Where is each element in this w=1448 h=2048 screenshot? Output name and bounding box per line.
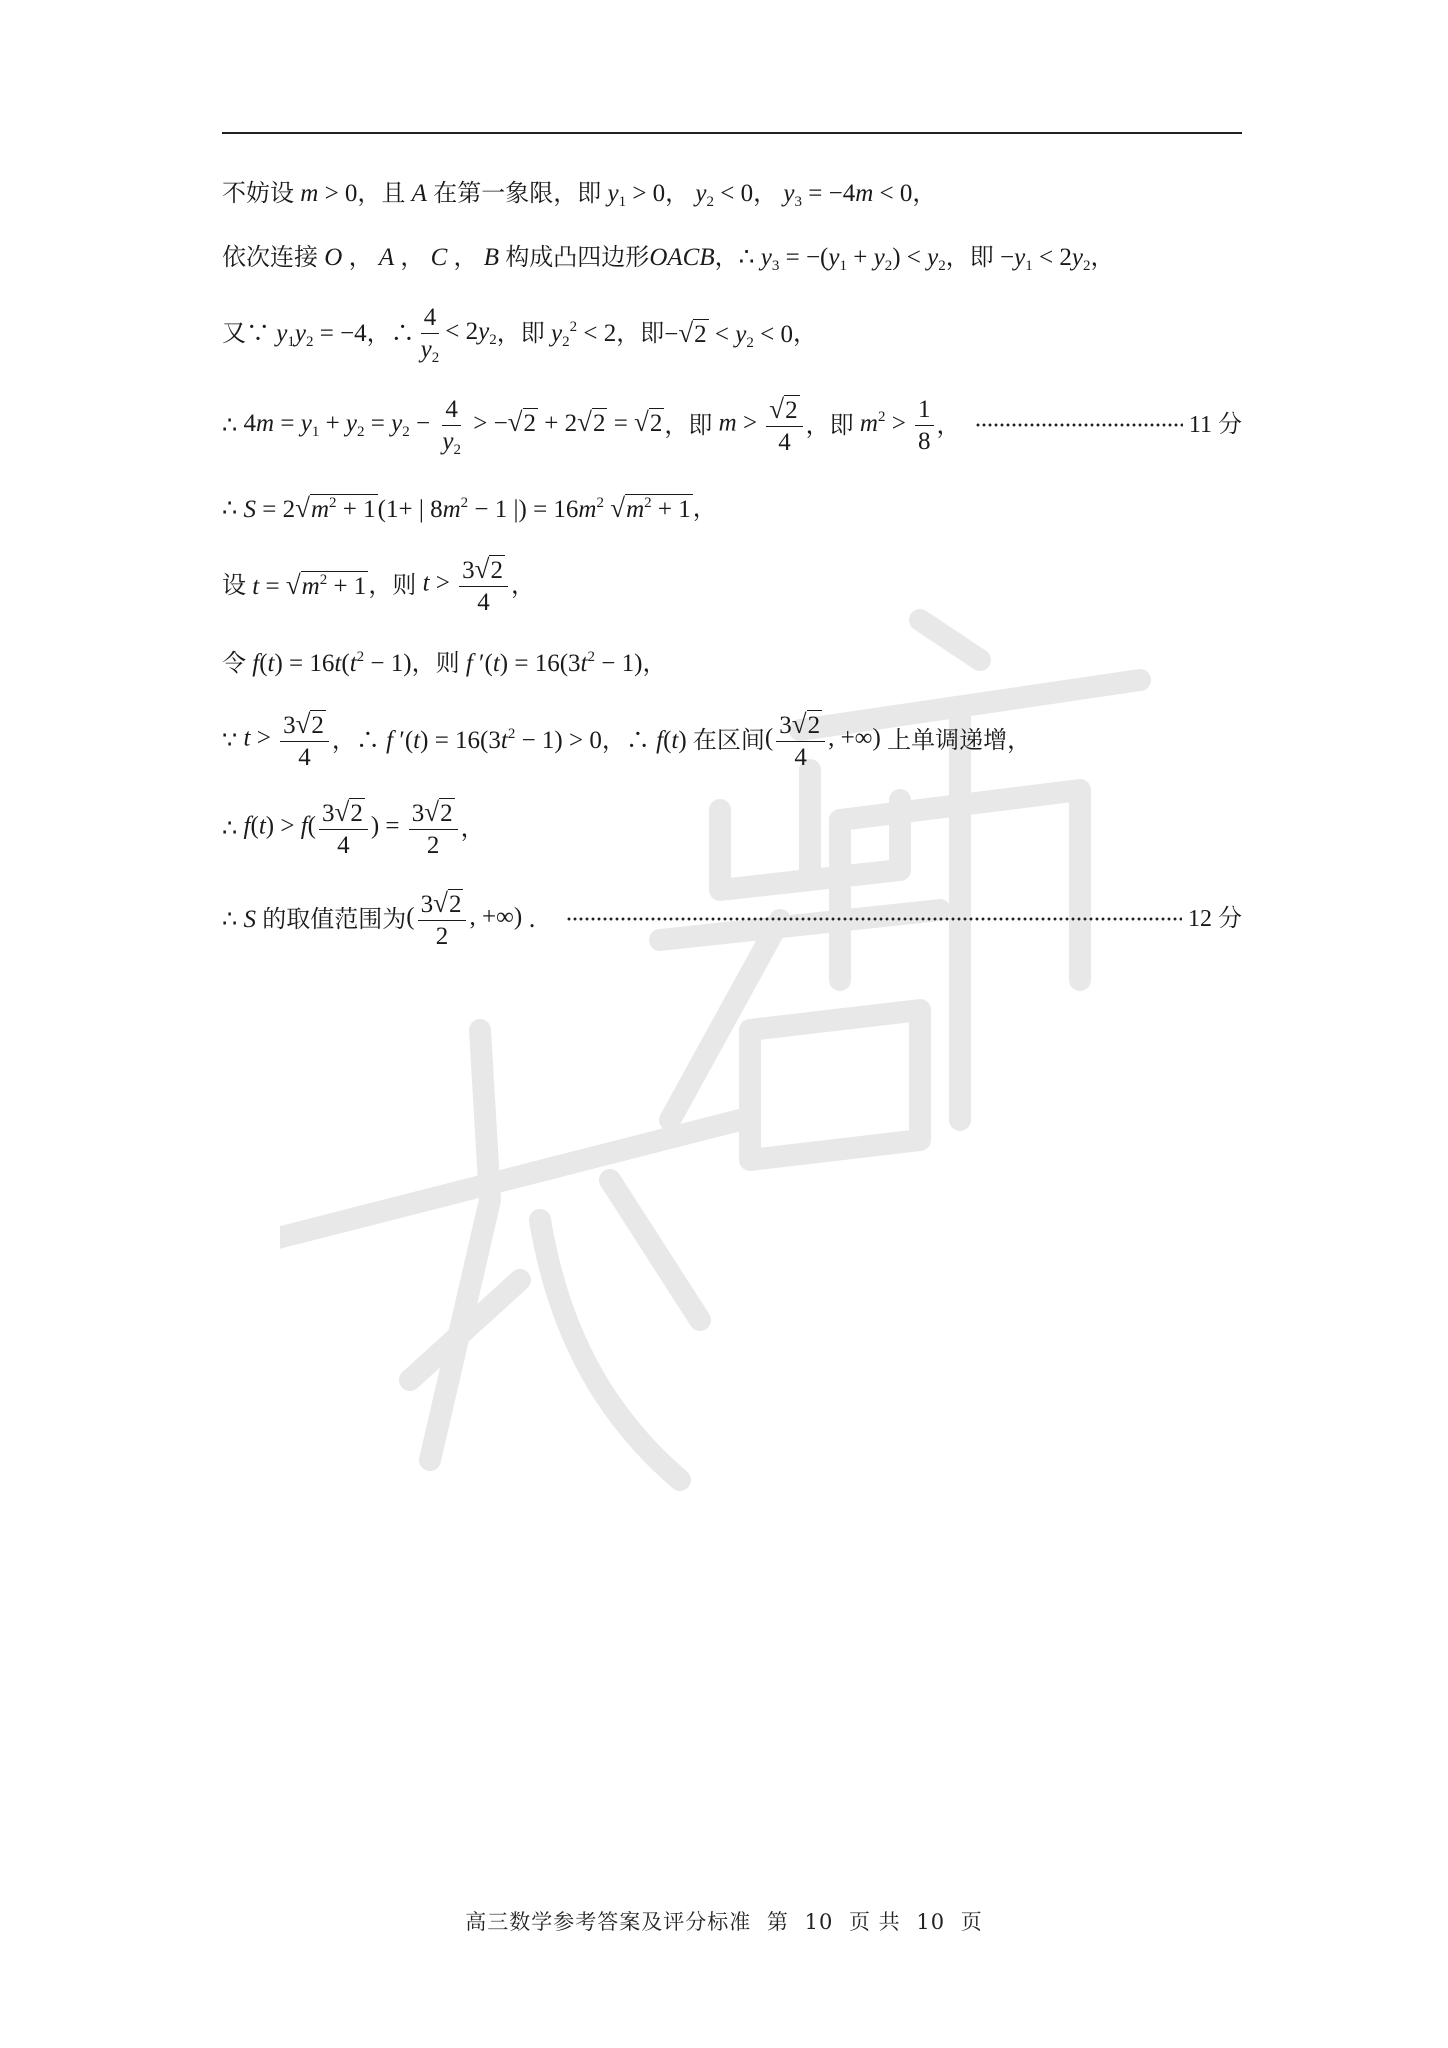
footer-page-suffix: 页 (960, 1910, 983, 1934)
text-segment: ， (792, 319, 817, 347)
text-segment: ， (642, 649, 667, 677)
math-expression: − √ 2 < $y_2 < 0$ (664, 318, 793, 351)
math-expression: ( 3 √ 2 2 , +∞) (406, 888, 523, 950)
solution-line-5 (222, 473, 1242, 543)
footer-page-mid: 页 共 (849, 1910, 901, 1934)
math-expression: $y_1 > 0$ (607, 179, 666, 210)
text-segment: ， (665, 179, 690, 207)
text-segment: ，∴ (331, 726, 380, 754)
math-expression: $y_1y_2 = -4$ (276, 319, 367, 350)
text-segment: ∴ (222, 905, 238, 933)
text-segment: 设 (222, 571, 246, 599)
math-expression: $-y_1 < 2y_2$ (993, 243, 1091, 274)
solution-line-10 (222, 884, 1242, 954)
math-expression: t > 3 √ 2 4 (416, 555, 511, 615)
math-expression: C (430, 243, 448, 271)
math-expression: $4m = y_1 + y_2 = y_2$ − $\frac{4}{y_2}$ > − √ 2 + 2 √ 2 = √ 2 (237, 395, 663, 458)
math-expression: m > 0 (300, 179, 358, 207)
footer-page-total: 10 (916, 1910, 946, 1934)
math-expression: S (243, 905, 257, 933)
math-expression: $y_2^2 < 2$ (551, 318, 617, 350)
text-segment: ∴ (222, 814, 238, 842)
text-segment: ，则 (368, 571, 417, 599)
math-expression: O (324, 243, 343, 271)
math-expression: ∴ $y_3 = -(y_1 + y_2) < y_2$ (738, 243, 946, 274)
text-segment: ， (912, 179, 937, 207)
math-expression: m > √ 2 4 (712, 395, 805, 455)
text-segment: ， (714, 243, 739, 271)
math-expression: f(t) > f( 3 √ 2 4 ) = 3 √ 2 2 (237, 798, 460, 858)
footer-title: 高三数学参考答案及评分标准 (465, 1910, 752, 1934)
text-segment: ，即 (616, 319, 665, 347)
text-segment: ， (753, 179, 778, 207)
text-segment: 又∵ (222, 319, 270, 347)
score-label: 12 分 (1188, 906, 1242, 932)
text-segment: ，且 (357, 179, 406, 207)
math-expression: $y_3 = -4m < 0$ (783, 179, 913, 210)
text-segment: . (528, 905, 536, 933)
math-expression: S = 2 √ $m^2 + 1$ (1+ | $8m^2 - 1$ |) = $16m^2$ √ $m^2 + 1$ (243, 493, 691, 523)
footer-page-prefix: 第 (766, 1910, 789, 1934)
text-segment: ，∴ (601, 726, 650, 754)
text-segment: ，∴ (366, 319, 415, 347)
math-expression: $m^2$ > $\frac{1}{8}$ (854, 397, 937, 454)
text-segment: 在区间 (692, 726, 765, 754)
text-segment: ，则 (411, 649, 460, 677)
math-expression: A (411, 179, 427, 207)
text-segment: 的取值范围为 (262, 905, 407, 933)
solution-line-6 (222, 550, 1242, 620)
footer-page-number: 10 (804, 1910, 834, 1934)
math-expression: t > 3 √ 2 4 (237, 710, 332, 770)
page-footer (0, 1906, 1448, 1936)
text-segment: ， (348, 243, 373, 271)
text-segment: ，即 (496, 319, 545, 347)
math-expression: OACB (649, 243, 715, 271)
city-watermark (280, 560, 1180, 1520)
score-label: 11 分 (1188, 412, 1242, 438)
math-expression: f(t) (656, 726, 693, 754)
solution-line-1 (222, 158, 1242, 228)
solution-line-4 (222, 390, 1242, 460)
math-expression: f $'(t) = 16(3t^2 - 1)$ (465, 648, 643, 677)
text-segment: ∴ (222, 411, 238, 439)
text-segment: 依次连接 (222, 243, 318, 271)
text-segment: ， (453, 243, 478, 271)
header-rule (222, 132, 1242, 134)
text-segment: 构成凸四边形 (505, 243, 650, 271)
leader-dots (566, 917, 1182, 921)
leader-dots (975, 423, 1183, 427)
text-segment: ，即 (945, 243, 994, 271)
text-segment: 上单调递增， (887, 726, 1032, 754)
text-segment: ， (460, 814, 485, 842)
math-expression: $y_2 < 0$ (695, 179, 754, 210)
math-expression: B (483, 243, 500, 271)
text-segment: ， (510, 571, 535, 599)
solution-line-2 (222, 222, 1242, 292)
text-segment: ∴ (222, 494, 238, 522)
text-segment: ， (936, 411, 961, 439)
math-expression: ( 3 √ 2 4 , +∞) (764, 709, 888, 771)
text-segment: ，即 (805, 411, 854, 439)
math-expression: A (378, 243, 395, 271)
math-expression: $f(t) = 16t(t^2 - 1)$ (252, 648, 412, 677)
text-segment: 不妨设 (222, 179, 294, 207)
text-segment: ，即 (664, 411, 713, 439)
solution-line-8 (222, 705, 1242, 775)
math-expression: t = √ $m^2 + 1$ (252, 570, 367, 600)
text-segment: ∵ (222, 726, 238, 754)
solution-line-7 (222, 628, 1242, 698)
text-segment: ， (400, 243, 425, 271)
solution-line-9 (222, 793, 1242, 863)
solution-line-3 (222, 298, 1242, 368)
text-segment: 在第一象限，即 (433, 179, 602, 207)
text-segment: ， (1090, 243, 1115, 271)
math-expression: f $'(t) = 16(3t^2 - 1) > 0$ (386, 725, 602, 754)
text-segment: 令 (222, 649, 246, 677)
math-expression: $\frac{4}{y_2}$ < $2y_2$ (420, 303, 497, 366)
text-segment: ， (692, 494, 717, 522)
